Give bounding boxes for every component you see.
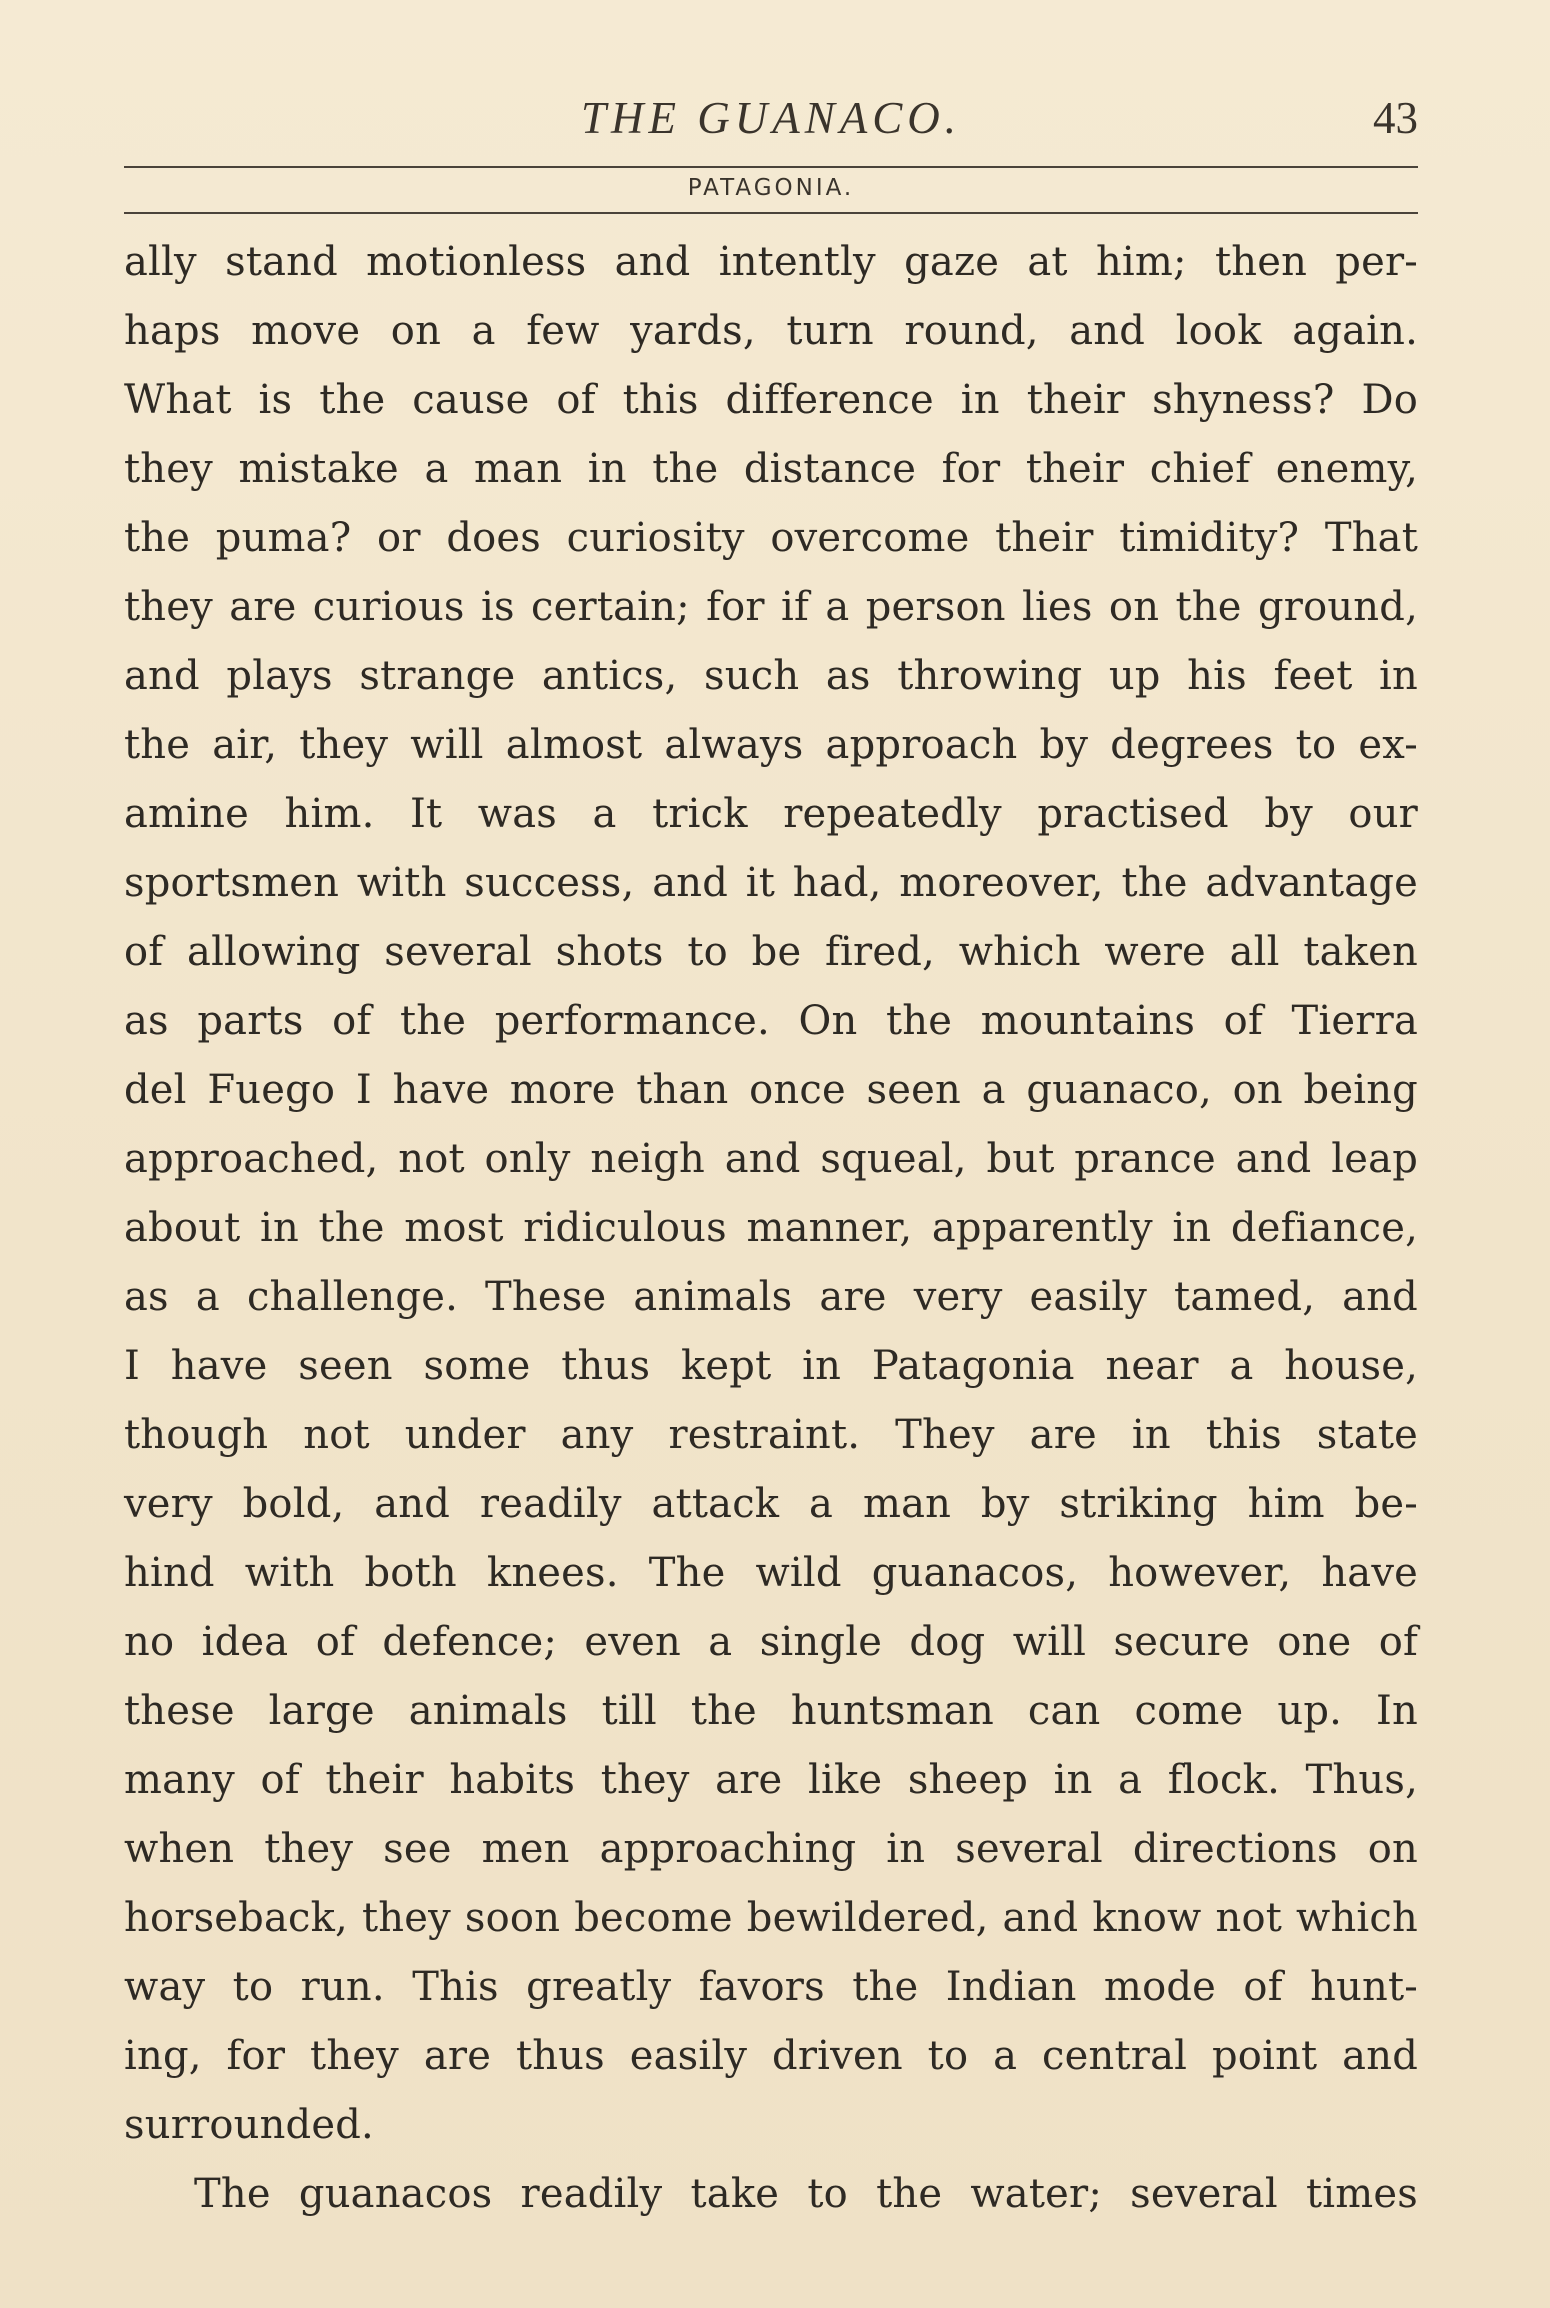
text-line: amine him. It was a trick repeatedly practised by our (124, 791, 1418, 837)
text-line: approached, not only neigh and squeal, but prance and leap (124, 1136, 1418, 1182)
text-line: they mistake a man in the distance for their chief enemy, (124, 446, 1418, 492)
text-line: these large animals till the huntsman can come up. In (124, 1688, 1418, 1734)
text-line: hind with both knees. The wild guanacos, however, have (124, 1550, 1418, 1596)
text-line: and plays strange antics, such as throwing up his feet in (124, 653, 1418, 699)
text-line: surrounded. (124, 2102, 374, 2148)
text-line: many of their habits they are like sheep in a flock. Thus, (124, 1757, 1418, 1803)
page-number: 43 (1373, 93, 1418, 143)
text-line: way to run. This greatly favors the Indian mode of hunt- (124, 1964, 1418, 2010)
text-line: The guanacos readily take to the water; several times (194, 2171, 1418, 2217)
text-line: ing, for they are thus easily driven to a central point and (124, 2033, 1418, 2079)
text-line: ally stand motionless and intently gaze at him; then per- (124, 239, 1418, 285)
text-line: as parts of the performance. On the mountains of Tierra (124, 998, 1418, 1044)
text-line: when they see men approaching in several directions on (124, 1826, 1418, 1872)
header-rule-top (124, 166, 1418, 168)
text-line: I have seen some thus kept in Patagonia near a house, (124, 1343, 1418, 1389)
text-line: of allowing several shots to be fired, which were all taken (124, 929, 1418, 975)
text-line: horseback, they soon become bewildered, and know not which (124, 1895, 1418, 1941)
text-line: very bold, and readily attack a man by striking him be- (124, 1481, 1418, 1527)
text-line: del Fuego I have more than once seen a guanaco, on being (124, 1067, 1418, 1113)
text-line: no idea of defence; even a single dog will secure one of (124, 1619, 1418, 1665)
body-text (124, 232, 1418, 2233)
text-line: haps move on a few yards, turn round, and look again. (124, 308, 1418, 354)
text-line: the air, they will almost always approach by degrees to ex- (124, 722, 1418, 768)
text-line: about in the most ridiculous manner, apparently in defiance, (124, 1205, 1418, 1251)
running-title: THE GUANACO. (580, 93, 961, 143)
text-line: though not under any restraint. They are in this state (124, 1412, 1418, 1458)
text-line: sportsmen with success, and it had, moreover, the advantage (124, 860, 1418, 906)
text-line: What is the cause of this difference in their shyness? Do (124, 377, 1418, 423)
section-heading: PATAGONIA. (687, 175, 855, 201)
text-line: as a challenge. These animals are very easily tamed, and (124, 1274, 1418, 1320)
running-head (124, 92, 1418, 152)
header-rule-bottom (124, 212, 1418, 214)
text-line: they are curious is certain; for if a person lies on the ground, (124, 584, 1418, 630)
text-line: the puma? or does curiosity overcome their timidity? That (124, 515, 1418, 561)
